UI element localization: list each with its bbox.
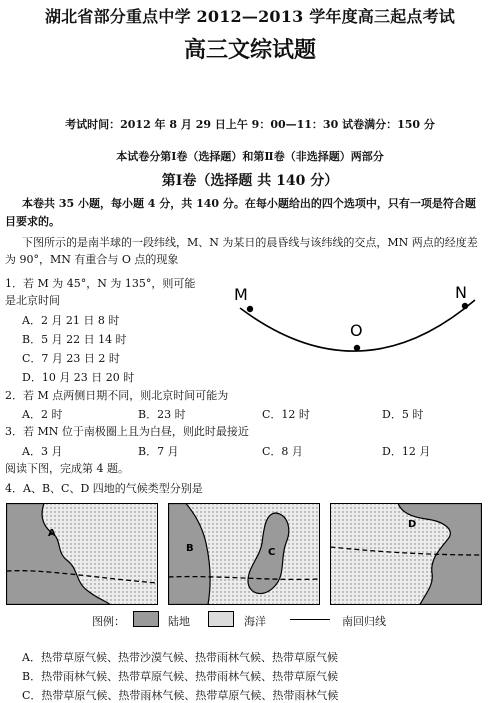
q3-option-d[interactable]: D．12 月	[382, 445, 431, 458]
paper-structure: 本试卷分第Ⅰ卷（选择题）和第Ⅱ卷（非选择题）两部分	[116, 150, 384, 163]
instructions-line-2: 目要求的。	[5, 215, 60, 228]
q3-option-a[interactable]: A．3 月	[22, 445, 63, 458]
map-d	[330, 503, 482, 605]
q1-option-a[interactable]: A．2 月 21 日 8 时	[22, 314, 120, 327]
point-n-label: N	[455, 283, 467, 302]
legend-prefix: 图例：	[92, 615, 125, 628]
point-o-marker	[354, 345, 360, 351]
context-line-2: 为 90°，MN 有重合与 O 点的现象	[5, 253, 179, 266]
map-bc	[168, 503, 320, 605]
q2-option-a[interactable]: A．2 时	[22, 408, 63, 421]
map-d-label: D	[408, 519, 417, 530]
q4-stem: 4．A、B、C、D 四地的气候类型分别是	[5, 482, 203, 495]
legend-tropic-label: 南回归线	[342, 615, 386, 628]
q2-stem: 2．若 M 点两侧日期不同，则北京时间可能为	[5, 389, 229, 402]
q4-option-c[interactable]: C．热带草原气候、热带雨林气候、热带草原气候、热带雨林气候	[22, 689, 339, 702]
q4-option-b[interactable]: B．热带雨林气候、热带草原气候、热带雨林气候、热带草原气候	[22, 670, 339, 683]
map-a-label: A	[48, 528, 56, 539]
context-line-1: 下图所示的是南半球的一段纬线，M、N 为某日的晨昏线与该纬线的交点，MN 两点的经度差	[22, 236, 478, 249]
q2-option-c[interactable]: C．12 时	[262, 408, 310, 421]
q1-option-b[interactable]: B．5 月 22 日 14 时	[22, 333, 127, 346]
q1-option-d[interactable]: D．10 月 23 日 20 时	[22, 371, 135, 384]
exam-info: 考试时间：2012 年 8 月 29 日上午 9：00—11：30 试卷满分：150 分	[65, 118, 435, 131]
q3-option-b[interactable]: B．7 月	[138, 445, 179, 458]
legend-land-label: 陆地	[168, 615, 190, 628]
q3-stem: 3．若 MN 位于南极圈上且为白昼，则此时最接近	[5, 425, 249, 438]
q1-stem-line-2: 是北京时间	[5, 294, 60, 307]
point-m-marker	[247, 306, 253, 312]
map-a	[6, 503, 158, 605]
point-m-label: M	[234, 285, 248, 304]
map-c-label: C	[268, 547, 276, 558]
point-o-label: O	[350, 321, 363, 340]
latitude-arc-figure	[220, 278, 490, 363]
q2-option-d[interactable]: D．5 时	[382, 408, 424, 421]
legend-ocean-swatch	[208, 611, 234, 627]
paper-subtitle: 高三文综试题	[183, 37, 316, 63]
legend-ocean-label: 海洋	[244, 615, 266, 628]
q3-option-c[interactable]: C．8 月	[262, 445, 303, 458]
q1-option-c[interactable]: C．7 月 23 日 2 时	[22, 352, 120, 365]
q4-option-a[interactable]: A．热带草原气候、热带沙漠气候、热带雨林气候、热带草原气候	[22, 651, 338, 664]
legend-tropic-line	[290, 619, 330, 620]
instructions-line-1: 本卷共 35 小题，每小题 4 分，共 140 分。在每小题给出的四个选项中，只有一项是符合题	[22, 197, 476, 210]
q1-stem-line-1: 1．若 M 为 45°，N 为 135°，则可能	[5, 277, 196, 290]
q2-option-b[interactable]: B．23 时	[138, 408, 186, 421]
legend-land-swatch	[133, 611, 159, 627]
reading-prompt: 阅读下图，完成第 4 题。	[5, 462, 129, 475]
map-b-label: B	[186, 543, 194, 554]
point-n-marker	[462, 303, 468, 309]
exam-title: 湖北省部分重点中学 2012—2013 学年度高三起点考试	[44, 7, 455, 26]
section-title: 第Ⅰ卷（选择题 共 140 分）	[161, 173, 339, 189]
